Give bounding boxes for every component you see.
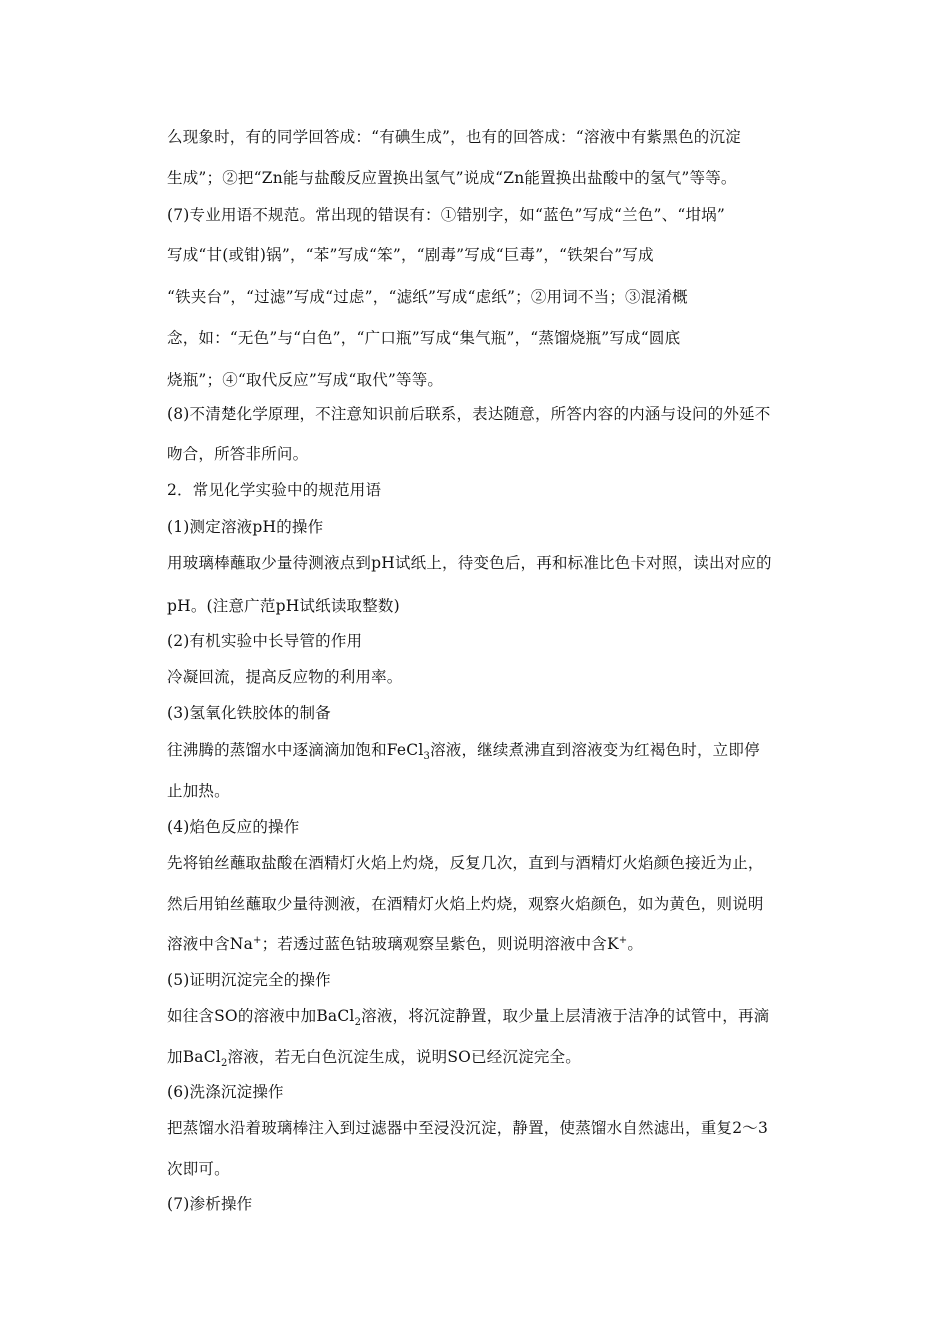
paragraph-line: 烧瓶”；④“取代反应”写成“取代”等等。 [167,371,444,389]
paragraph-line: 吻合，所答非所问。 [167,445,309,463]
superscript: + [253,934,262,946]
paragraph-line: 冷凝回流，提高反应物的利用率。 [167,668,403,686]
subscript: 3 [423,751,431,763]
text-run: 溶液中含Na [167,935,254,953]
paragraph-line: “铁夹台”，“过滤”写成“过虑”，“滤纸”写成“虑纸”；②用词不当；③混淆概 [167,288,688,306]
subscript: 2 [220,1058,228,1070]
superscript: + [618,934,628,946]
text-run: 溶液，若无白色沉淀生成，说明SO已经沉淀完全。 [227,1048,581,1066]
paragraph-line: 把蒸馏水沿着玻璃棒注入到过滤器中至浸没沉淀，静置，使蒸馏水自然滤出，重复2～3 [167,1119,769,1137]
paragraph-line [167,740,817,763]
text-run: 如往含SO的溶液中加BaCl [167,1007,355,1025]
text-run: ；若透过蓝色钴玻璃观察呈紫色，则说明溶液中含K [261,935,619,953]
subsection-heading: (5)证明沉淀完全的操作 [167,971,331,989]
subsection-heading: (7)渗析操作 [167,1195,253,1213]
text-run: 溶液，将沉淀静置，取少量上层清液于洁净的试管中，再滴 [361,1007,770,1025]
paragraph-line: 么现象时，有的同学回答成：“有碘生成”，也有的回答成：“溶液中有紫黑色的沉淀 [167,128,741,146]
paragraph-line: (7)专业用语不规范。常出现的错误有：①错别字，如“蓝色”写成“兰色”、“坩埚” [167,206,726,224]
paragraph-line: 用玻璃棒蘸取少量待测液点到pH试纸上，待变色后，再和标准比色卡对照，读出对应的 [167,554,772,572]
paragraph-line [167,1047,817,1070]
subscript: 2 [354,1017,362,1029]
paragraph-line: 生成”；②把“Zn能与盐酸反应置换出氢气”说成“Zn能置换出盐酸中的氢气”等等。 [167,169,737,187]
paragraph-line: 先将铂丝蘸取盐酸在酒精灯火焰上灼烧，反复几次，直到与酒精灯火焰颜色接近为止， [167,854,764,872]
subsection-heading: (1)测定溶液pH的操作 [167,518,324,536]
subsection-heading: (4)焰色反应的操作 [167,818,300,836]
paragraph-line: 次即可。 [167,1160,230,1178]
subsection-heading: (6)洗涤沉淀操作 [167,1083,284,1101]
paragraph-line [167,934,817,954]
text-run: 加BaCl [167,1048,221,1066]
text-run: 。 [627,935,644,953]
paragraph-line: 念，如：“无色”与“白色”，“广口瓶”写成“集气瓶”，“蒸馏烧瓶”写成“圆底 [167,329,681,347]
paragraph-line: pH。(注意广范pH试纸读取整数) [167,597,400,615]
text-run: 溶液，继续煮沸直到溶液变为红褐色时，立即停 [430,741,760,759]
subsection-heading: (2)有机实验中长导管的作用 [167,632,363,650]
paragraph-line: 止加热。 [167,782,230,800]
section-heading: 2．常见化学实验中的规范用语 [167,481,382,499]
text-run: 往沸腾的蒸馏水中逐滴滴加饱和FeCl [167,741,424,759]
paragraph-line [167,1006,817,1029]
paragraph-line: 然后用铂丝蘸取少量待测液，在酒精灯火焰上灼烧，观察火焰颜色，如为黄色，则说明 [167,895,764,913]
paragraph-line: (8)不清楚化学原理，不注意知识前后联系，表达随意，所答内容的内涵与设问的外延不 [167,405,771,423]
subsection-heading: (3)氢氧化铁胶体的制备 [167,704,331,722]
paragraph-line: 写成“甘(或钳)锅”，“苯”写成“笨”，“剧毒”写成“巨毒”，“铁架台”写成 [167,246,654,264]
